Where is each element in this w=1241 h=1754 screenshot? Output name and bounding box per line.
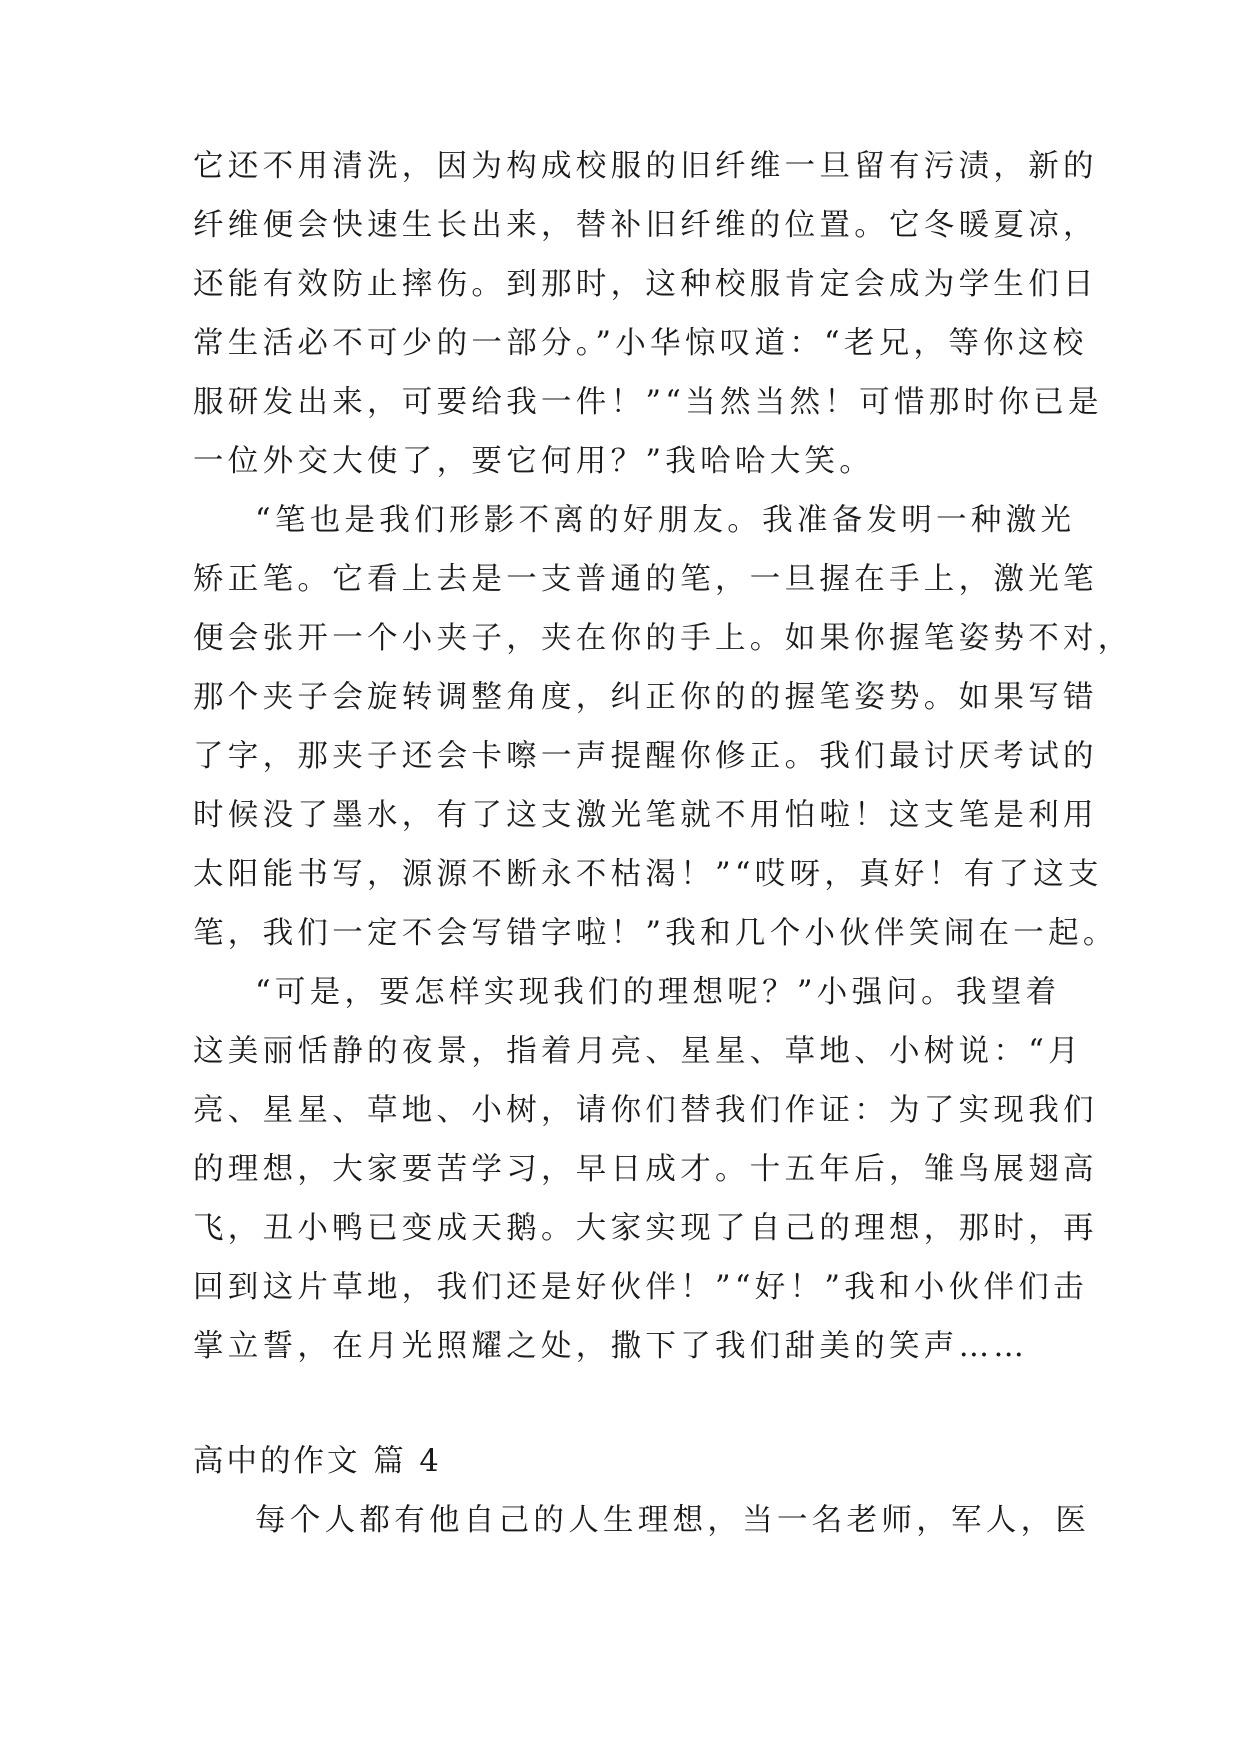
text-line: 掌立誓，在月光照耀之处，撒下了我们甜美的笑声…… (193, 1329, 1029, 1364)
text-line: 还能有效防止摔伤。到那时，这种校服肯定会成为学生们日 (193, 267, 1098, 302)
text-line: 亮、星星、草地、小树，请你们替我们作证：为了实现我们 (193, 1093, 1098, 1128)
text-line: “笔也是我们形影不离的好朋友。我准备发明一种激光 (255, 503, 1076, 538)
text-line: 时候没了墨水，有了这支激光笔就不用怕啦！这支笔是利用 (193, 798, 1098, 833)
text-line: 了字，那夹子还会卡嚓一声提醒你修正。我们最讨厌考试的 (193, 739, 1098, 774)
text-line: 笔，我们一定不会写错字啦！”我和几个小伙伴笑闹在一起。 (193, 916, 1118, 951)
text-line: 飞，丑小鸭已变成天鹅。大家实现了自己的理想，那时，再 (193, 1211, 1098, 1246)
text-line: 这美丽恬静的夜景，指着月亮、星星、草地、小树说：“月 (193, 1034, 1083, 1069)
text-line: “可是，要怎样实现我们的理想呢？”小强问。我望着 (255, 975, 1061, 1010)
text-line: 常生活必不可少的一部分。”小华惊叹道：“老兄，等你这校 (193, 326, 1088, 361)
section-heading: 高中的作文 篇 4 (193, 1444, 442, 1479)
text-line: 它还不用清洗，因为构成校服的旧纤维一旦留有污渍，新的 (193, 149, 1098, 184)
text-line: 纤维便会快速生长出来，替补旧纤维的位置。它冬暖夏凉， (193, 208, 1098, 243)
text-line: 一位外交大使了，要它何用？”我哈哈大笑。 (193, 444, 875, 479)
text-line: 回到这片草地，我们还是好伙伴！”“好！”我和小伙伴们击 (193, 1270, 1088, 1305)
text-line: 那个夹子会旋转调整角度，纠正你的的握笔姿势。如果写错 (193, 680, 1098, 715)
text-line: 每个人都有他自己的人生理想，当一名老师，军人，医 (255, 1503, 1091, 1538)
text-line: 的理想，大家要苦学习，早日成才。十五年后，雏鸟展翅高 (193, 1152, 1098, 1187)
text-line: 便会张开一个小夹子，夹在你的手上。如果你握笔姿势不对， (193, 621, 1133, 656)
text-line: 矫正笔。它看上去是一支普通的笔，一旦握在手上，激光笔 (193, 562, 1098, 597)
text-line: 服研发出来，可要给我一件！”“当然当然！可惜那时你已是 (193, 385, 1103, 420)
text-line: 太阳能书写，源源不断永不枯渴！”“哎呀，真好！有了这支 (193, 857, 1103, 892)
